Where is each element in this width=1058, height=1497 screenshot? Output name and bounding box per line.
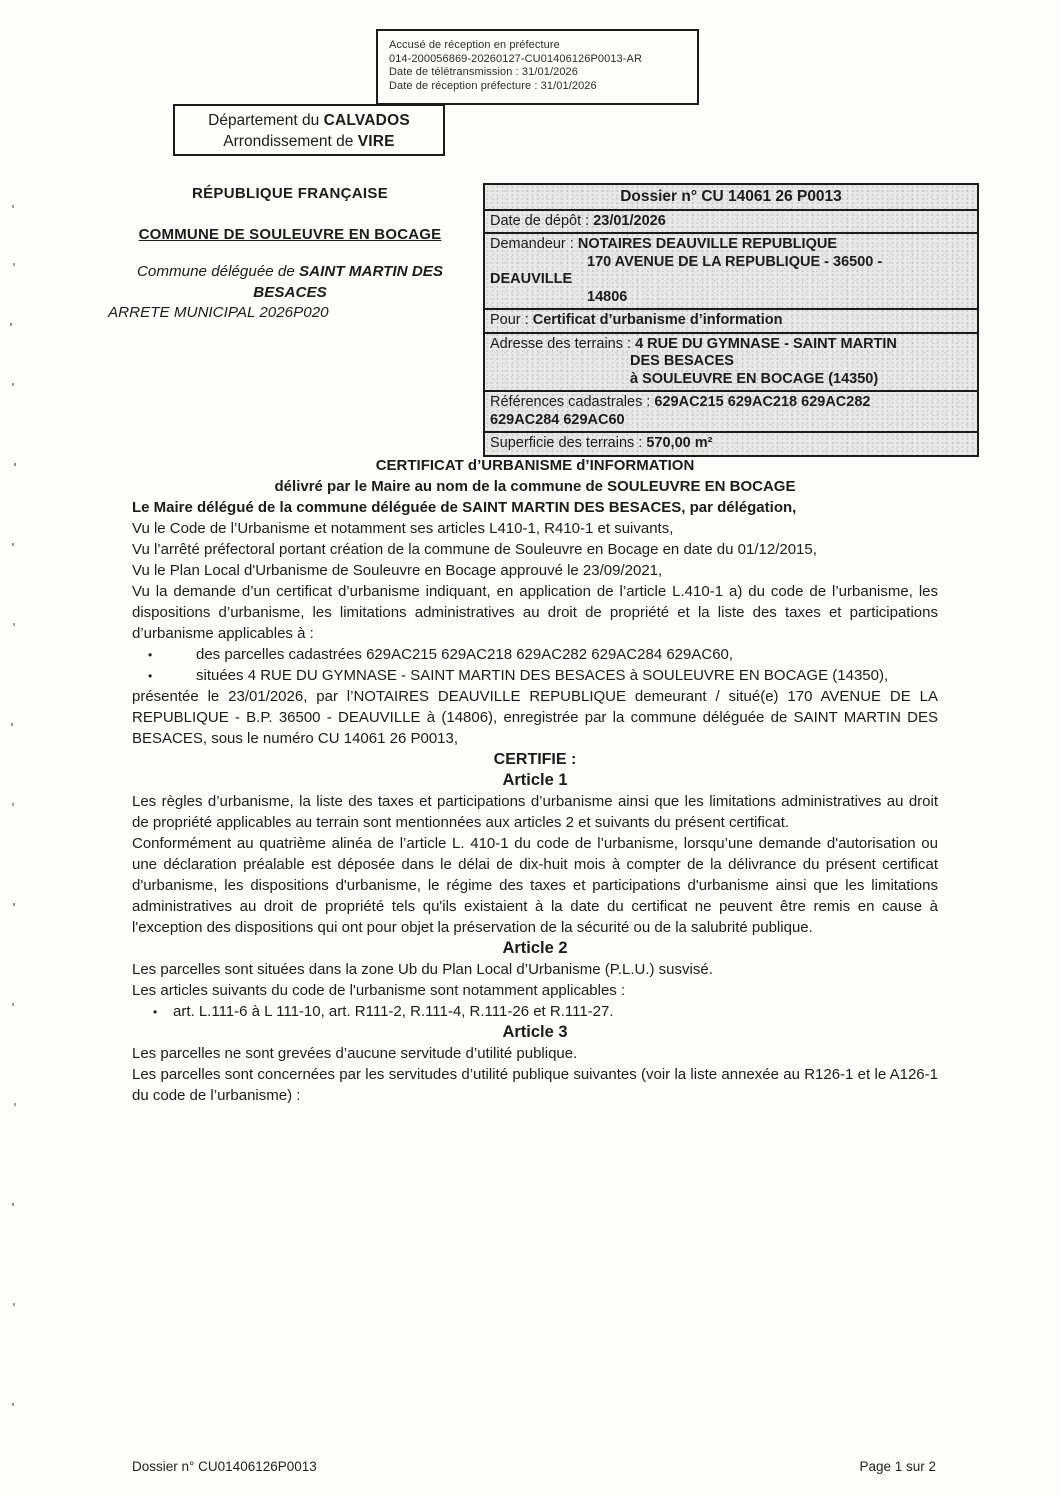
maire-line: Le Maire délégué de la commune déléguée de SAINT MARTIN DES BESACES, par délégation, [132,499,797,516]
document-title [132,455,938,497]
row-label: Demandeur : [490,236,574,252]
department-label: Département du [208,112,324,129]
arrondissement-line [175,131,443,152]
row-value: NOTAIRES DEAUVILLE REPUBLIQUE [577,236,837,252]
row-value: à SOULEUVRE EN BOCAGE (14350) [630,370,879,387]
department-line [175,110,443,131]
list-item [132,665,938,686]
vu-line-2: Vu l’arrêté préfectoral portant création de la commune de Souleuvre en Bocage en date du 01/12/2015, [132,541,817,558]
title-line-1: CERTIFICAT d’URBANISME d’INFORMATION [375,457,695,474]
commune-header [100,184,480,323]
stamp-line: Date de réception préfecture : 31/01/2026 [389,79,597,92]
dossier-table [483,183,979,457]
footer-page-number: Page 1 sur 2 [859,1459,936,1474]
row-label: Pour : [490,312,529,328]
bullet-icon: • [148,648,153,662]
article-2-paragraph-1: Les parcelles sont situées dans la zone Ub du Plan Local d’Urbanisme (P.L.U.) susvisé. [132,961,713,978]
delegated-commune-line [120,261,460,303]
row-label: Adresse des terrains : [490,335,632,352]
article-1-paragraph-2: Conformément au quatrième alinéa de l’article L. 410-1 du code de l’urbanisme, lorsqu’une demande d'autorisation ou une déclaration préalable est déposée dans le délai de dix-huit mois à compter de la délivrance du présent certificat d'urbanisme, les dispositions d'urbanisme, le régime des taxes et participations d'urbanisme ainsi que les limitations administratives au droit de propriété tels qu'ils existaient à la date du certificat ne peuvent être remis en cause à l'exception des dispositions qui ont pour objet la préservation de la sécurité ou de la salubrité publique. [132,835,938,936]
bullet-icon: • [153,1005,158,1019]
row-value: Certificat d’urbanisme d’information [532,312,783,328]
article-1-heading: Article 1 [502,771,568,789]
prefecture-stamp-box [376,29,699,105]
arrondissement-label: Arrondissement de [223,133,358,150]
table-row-superficie [485,433,977,455]
article-3-paragraph-1: Les parcelles ne sont grevées d’aucune servitude d’utilité publique. [132,1045,578,1062]
row-value: 14806 [587,288,628,305]
bullet-text: situées 4 RUE DU GYMNASE - SAINT MARTIN DES BESACES à SOULEUVRE EN BOCAGE (14350), [196,667,889,684]
republic-title: RÉPUBLIQUE FRANÇAISE [191,185,388,202]
article-2-heading: Article 2 [502,939,568,957]
table-row-demandeur [485,234,977,310]
list-item [132,644,938,665]
row-value: DES BESACES [630,353,734,369]
stamp-line: 014-200056869-20260127-CU01406126P0013-AR [389,52,643,65]
list-item [132,1001,938,1022]
arrondissement-name: VIRE [357,133,395,150]
delegated-prefix: Commune déléguée de [136,263,300,280]
bullet-text: des parcelles cadastrées 629AC215 629AC218 629AC282 629AC284 629AC60, [196,646,734,663]
row-value: 629AC215 629AC218 629AC282 [654,394,871,410]
footer-dossier-number: Dossier n° CU01406126P0013 [132,1459,317,1474]
dossier-number-header: Dossier n° CU 14061 26 P0013 [485,185,977,211]
article-3-paragraph-2: Les parcelles sont concernées par les servitudes d’utilité publique suivantes (voir la liste annexée au R126-1 et le A126-1 du code de l’urbanisme) : [132,1066,938,1104]
vu-line-3: Vu le Plan Local d'Urbanisme de Souleuvre en Bocage approuvé le 23/09/2021, [132,562,663,579]
row-value: 23/01/2026 [593,212,666,229]
parcel-bullets [132,644,938,686]
row-label: Superficie des terrains : [490,435,643,451]
page-footer [132,1459,936,1474]
presentee-paragraph: présentée le 23/01/2026, par l’NOTAIRES DEAUVILLE REPUBLIQUE demeurant / situé(e) 170 AVENUE DE LA REPUBLIQUE - B.P. 36500 - DEAUVILLE à (14806), enregistrée par la commune déléguée de SAINT MARTIN DES BESACES, sous le numéro CU 14061 26 P0013, [132,688,938,747]
table-row-references [485,392,977,433]
row-value: 170 AVENUE DE LA REPUBLIQUE - 36500 - [587,253,883,270]
stamp-line: Date de télétransmission : 31/01/2026 [389,66,578,78]
vu-line-1: Vu le Code de l’Urbanisme et notamment ses articles L410-1, R410-1 et suivants, [132,520,674,537]
table-row-pour [485,310,977,334]
arrete-municipal: ARRETE MUNICIPAL 2026P020 [108,304,329,321]
delegated-commune-name: SAINT MARTIN DES BESACES [253,263,444,301]
department-box [173,104,445,156]
article-3-heading: Article 3 [502,1023,568,1041]
row-value: 4 RUE DU GYMNASE - SAINT MARTIN [635,335,897,352]
scan-artifact [12,205,14,208]
certifie-heading: CERTIFIE : [493,751,577,768]
row-label: Références cadastrales : [490,394,651,410]
row-value: DEAUVILLE [490,271,573,287]
bullet-text: art. L.111-6 à L 111-10, art. R111-2, R.111-4, R.111-26 et R.111-27. [173,1003,614,1020]
title-line-2: délivré par le Maire au nom de la commune de SOULEUVRE EN BOCAGE [274,478,796,495]
vu-paragraph-4: Vu la demande d’un certificat d’urbanisme indiquant, en application de l’article L.410-1 a) du code de l’urbanisme, les dispositions d’urbanisme, les limitations administratives au droit de propriété et la liste des taxes et participations d’urbanisme applicables à : [132,583,938,642]
article-2-paragraph-2: Les articles suivants du code de l'urbanisme sont notamment applicables : [132,982,626,999]
bullet-icon: • [148,669,153,683]
row-value: 570,00 m² [646,435,713,451]
commune-title: COMMUNE DE SOULEUVRE EN BOCAGE [138,226,442,243]
table-row-adresse [485,334,977,393]
stamp-line: Accusé de réception en préfecture [389,39,560,51]
table-row-date-depot [485,211,977,235]
row-value: 629AC284 629AC60 [490,411,625,428]
article-1-paragraph-1: Les règles d’urbanisme, la liste des taxes et participations d’urbanisme ainsi que les limitations administratives au droit de propriété applicables au terrain sont mentionnées aux articles 2 et suivants du présent certificat. [132,793,938,831]
department-name: CALVADOS [323,112,410,129]
maire-block [132,497,938,560]
row-label: Date de dépôt : [490,212,590,229]
document-body [132,455,938,1106]
